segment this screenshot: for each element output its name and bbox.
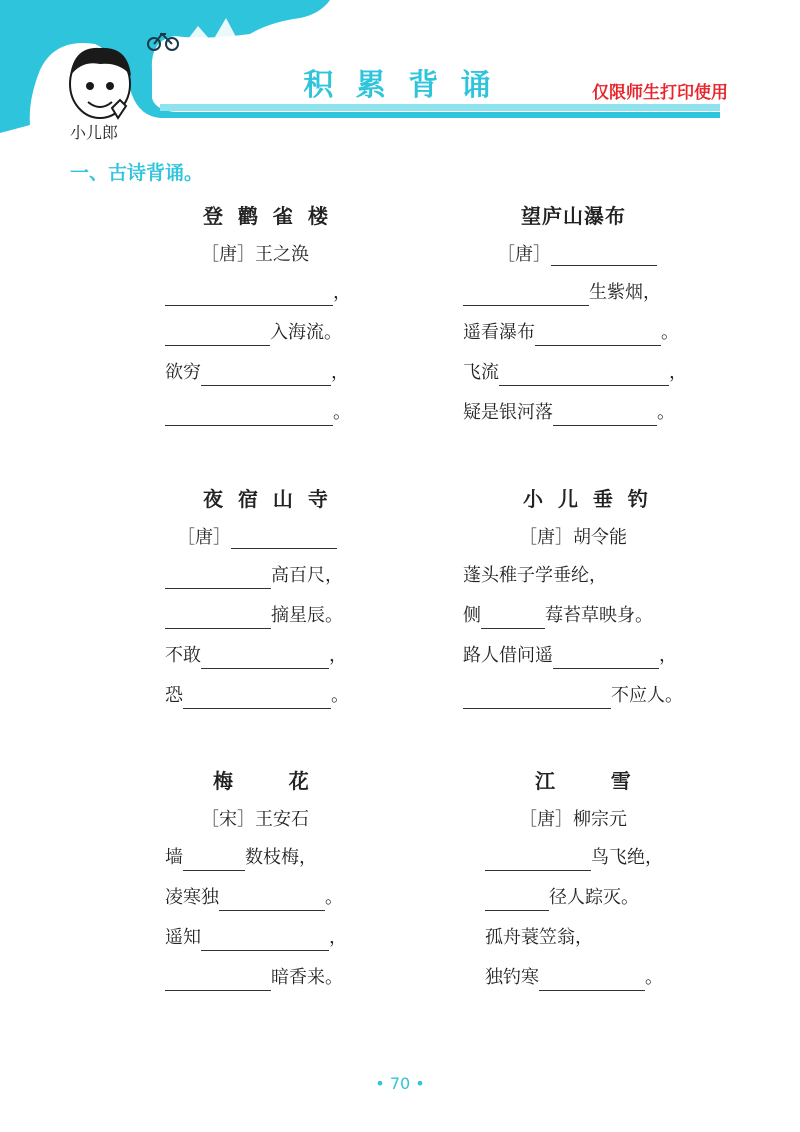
answer-blank[interactable] [551, 245, 657, 266]
poem-line: 不应人。 [463, 683, 683, 709]
poem-line: 蓬头稚子学垂纶， [463, 565, 607, 586]
answer-blank[interactable] [535, 325, 661, 346]
answer-blank[interactable] [165, 568, 271, 589]
poem-line: 凌寒独 。 [165, 885, 343, 911]
answer-blank[interactable] [481, 608, 545, 629]
answer-blank[interactable] [485, 850, 591, 871]
answer-blank[interactable] [499, 365, 669, 386]
poem-line: 生紫烟， [463, 280, 661, 306]
print-notice: 仅限师生打印使用 [592, 83, 728, 103]
poem-line: 路人借问遥 ， [463, 643, 677, 669]
answer-blank[interactable] [165, 970, 271, 991]
poem-title: 小 儿 垂 钓 [523, 487, 652, 511]
poem-line: 飞流 ， [463, 360, 687, 386]
poem-line: 入海流。 [165, 320, 342, 346]
poem-author: ［唐］ [497, 240, 657, 266]
answer-blank[interactable] [219, 890, 325, 911]
poem-author: ［唐］胡令能 [519, 527, 627, 548]
poem-line: 摘星辰。 [165, 603, 343, 629]
page-number: • 70 • [375, 1074, 425, 1093]
poem-author: ［宋］王安石 [201, 809, 309, 830]
poem-line: 。 [165, 400, 351, 426]
poem-line: 暗香来。 [165, 965, 343, 991]
poem-line: 疑是银河落 。 [463, 400, 675, 426]
answer-blank[interactable] [201, 365, 331, 386]
section-heading: 一、古诗背诵。 [70, 162, 204, 184]
poem-line: 独钓寒 。 [485, 965, 663, 991]
poem-line: 遥知 ， [165, 925, 347, 951]
answer-blank[interactable] [463, 285, 589, 306]
poem-line: 鸟飞绝， [485, 845, 663, 871]
answer-blank[interactable] [165, 405, 333, 426]
answer-blank[interactable] [165, 608, 271, 629]
poem-line: 墙 数枝梅， [165, 845, 317, 871]
poem-author: ［唐］柳宗元 [519, 809, 627, 830]
poem-line: 不敢 ， [165, 643, 347, 669]
poem-line: 恐 。 [165, 683, 349, 709]
poem-line: 高百尺， [165, 563, 343, 589]
answer-blank[interactable] [463, 688, 611, 709]
answer-blank[interactable] [553, 648, 659, 669]
poem-title: 望庐山瀑布 [521, 204, 626, 228]
poem-line: 欲穷 ， [165, 360, 349, 386]
poem-line: 侧 莓苔草映身。 [463, 603, 653, 629]
answer-blank[interactable] [201, 930, 329, 951]
poem-line: 径人踪灭。 [485, 885, 639, 911]
poem-title: 登 鹳 雀 楼 [203, 204, 332, 228]
poem-line: 孤舟蓑笠翁， [485, 927, 593, 948]
page-header [0, 0, 800, 150]
answer-blank[interactable] [201, 648, 329, 669]
poem-line: 遥看瀑布 。 [463, 320, 679, 346]
poem-author: ［唐］ [177, 523, 337, 549]
answer-blank[interactable] [539, 970, 645, 991]
poem-title: 江 雪 [535, 769, 633, 793]
poem-title: 梅 花 [213, 769, 311, 793]
answer-blank[interactable] [553, 405, 657, 426]
poem-author: ［唐］王之涣 [201, 244, 309, 265]
answer-blank[interactable] [183, 688, 331, 709]
poem-title: 夜 宿 山 寺 [203, 487, 332, 511]
answer-blank[interactable] [485, 890, 549, 911]
answer-blank[interactable] [183, 850, 245, 871]
answer-blank[interactable] [165, 325, 270, 346]
answer-blank[interactable] [165, 285, 333, 306]
poem-line: ， [165, 280, 351, 306]
answer-blank[interactable] [231, 528, 337, 549]
mascot-boy-icon [70, 48, 131, 118]
page-title: 积 累 背 诵 [303, 68, 497, 103]
mascot-label: 小儿郎 [70, 123, 119, 142]
